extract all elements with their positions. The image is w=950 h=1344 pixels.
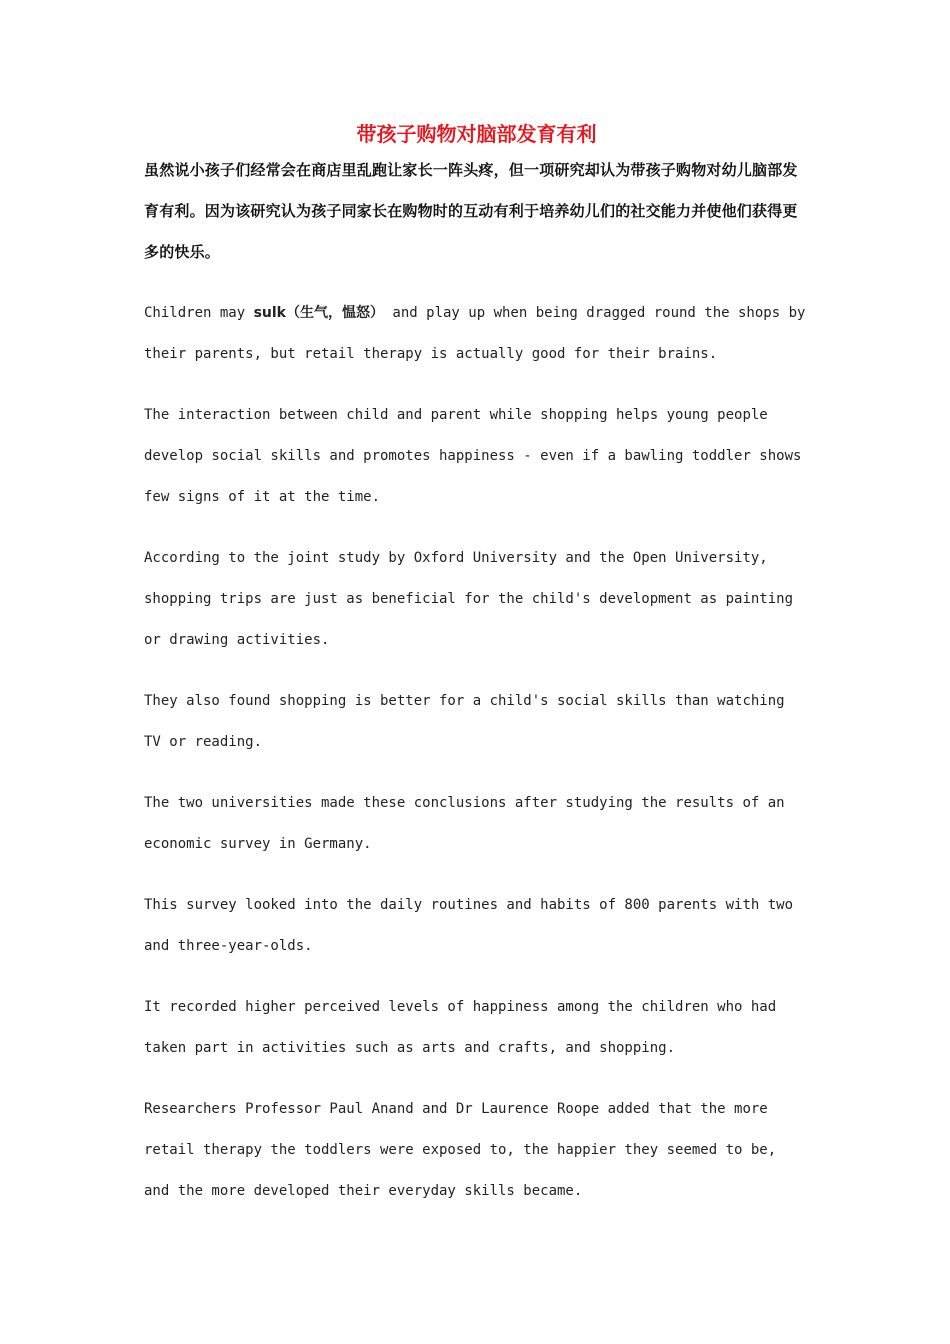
paragraph-3: According to the joint study by Oxford University and the Open University, shopping trips are just as beneficial for the child's development as painting or drawing activities.: [144, 550, 794, 648]
paragraph-7: It recorded higher perceived levels of happiness among the children who had taken part in activities such as arts and crafts, and shopping.: [144, 999, 777, 1056]
paragraph-8: Researchers Professor Paul Anand and Dr Laurence Roope added that the more retail therapy the toddlers were exposed to, the happier they seemed to be, and the more developed their everyday skills became.: [144, 1101, 777, 1199]
vocab-gloss: sulk（生气，愠怒）: [253, 305, 384, 321]
paragraph-6: This survey looked into the daily routines and habits of 800 parents with two and three-year-olds.: [144, 897, 794, 954]
paragraph-4: They also found shopping is better for a child's social skills than watching TV or reading.: [144, 693, 785, 750]
article-title: 带孩子购物对脑部发育有利: [356, 122, 597, 146]
paragraph-1-text-start: Children may: [144, 305, 254, 321]
chinese-intro: 虽然说小孩子们经常会在商店里乱跑让家长一阵头疼，但一项研究却认为带孩子购物对幼儿脑部发育有利。因为该研究认为孩子同家长在购物时的互动有利于培养幼儿们的社交能力并使他们获得更多的快乐。: [144, 161, 798, 261]
paragraph-5: The two universities made these conclusions after studying the results of an economic survey in Germany.: [144, 795, 785, 852]
paragraph-2: The interaction between child and parent while shopping helps young people develop social skills and promotes happiness - even if a bawling toddler shows few signs of it at the time.: [144, 407, 802, 505]
paragraph-1-text-end: and play up when being dragged round the shops by their parents, but retail therapy is actually good for their brains.: [144, 305, 806, 362]
document-page: [144, 118, 809, 1212]
paragraph-1: [144, 293, 809, 375]
